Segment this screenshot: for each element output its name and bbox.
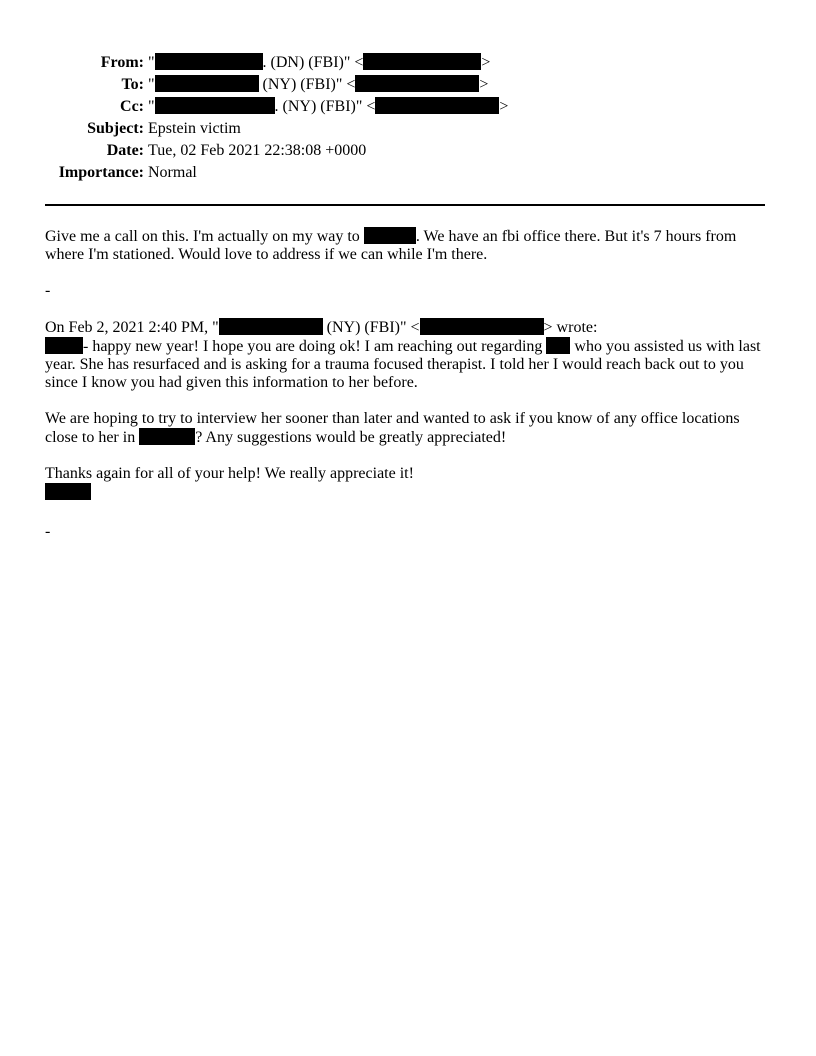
quoted-closing: Thanks again for all of your help! We really appreciate it! (45, 465, 414, 482)
subject-row (0, 118, 816, 140)
date-row (0, 140, 816, 162)
redaction-box (155, 53, 263, 70)
reply-separator: - (45, 282, 51, 299)
signature-line (45, 483, 770, 505)
cc-label: Cc: (120, 98, 144, 115)
subject-label: Subject: (87, 120, 144, 137)
importance-value: Normal (148, 164, 197, 181)
header-divider (45, 204, 765, 206)
quoted-intro: On Feb 2, 2021 2:40 PM, " (NY) (FBI)" < > wrote: - happy new year! I hope you are doing ok! I am reaching out regarding who you assisted us with last year. She has resurfaced and is asking for a trauma focused therapist. I told her I would reach back out to you since I know you had given this information to her before. (45, 319, 761, 391)
redaction-box (155, 75, 259, 92)
redaction-box (155, 97, 275, 114)
date-value: Tue, 02 Feb 2021 22:38:08 +0000 (148, 142, 367, 159)
email-body (45, 227, 770, 541)
redaction-box (355, 75, 479, 92)
redaction-box (364, 227, 416, 244)
from-value: " . (DN) (FBI)" < > (148, 54, 491, 71)
reply-paragraph: Give me a call on this. I'm actually on my way to . We have an fbi office there. But it's 7 hours from where I'm stationed. Would love to address if we can while I'm there. (45, 228, 737, 263)
redaction-box (363, 53, 481, 70)
importance-label: Importance: (58, 164, 144, 181)
redaction-box (45, 337, 83, 354)
from-label: From: (100, 54, 144, 71)
from-row (0, 52, 816, 74)
redaction-box (219, 318, 323, 335)
to-value: " (NY) (FBI)" < > (148, 76, 489, 93)
redaction-box (139, 428, 195, 445)
cc-row (0, 96, 816, 118)
cc-value: " . (NY) (FBI)" < > (148, 98, 509, 115)
redaction-box (546, 337, 570, 354)
to-label: To: (121, 76, 144, 93)
redaction-box (375, 97, 499, 114)
redaction-box (420, 318, 544, 335)
to-row (0, 74, 816, 96)
date-label: Date: (106, 142, 144, 159)
quoted-paragraph: We are hoping to try to interview her sooner than later and wanted to ask if you know of any office locations close to her in ? Any suggestions would be greatly appreciated! (45, 410, 740, 446)
email-header (0, 52, 816, 184)
quoted-separator: - (45, 523, 51, 540)
subject-value: Epstein victim (148, 120, 241, 137)
redaction-box (45, 483, 91, 500)
importance-row (0, 162, 816, 184)
